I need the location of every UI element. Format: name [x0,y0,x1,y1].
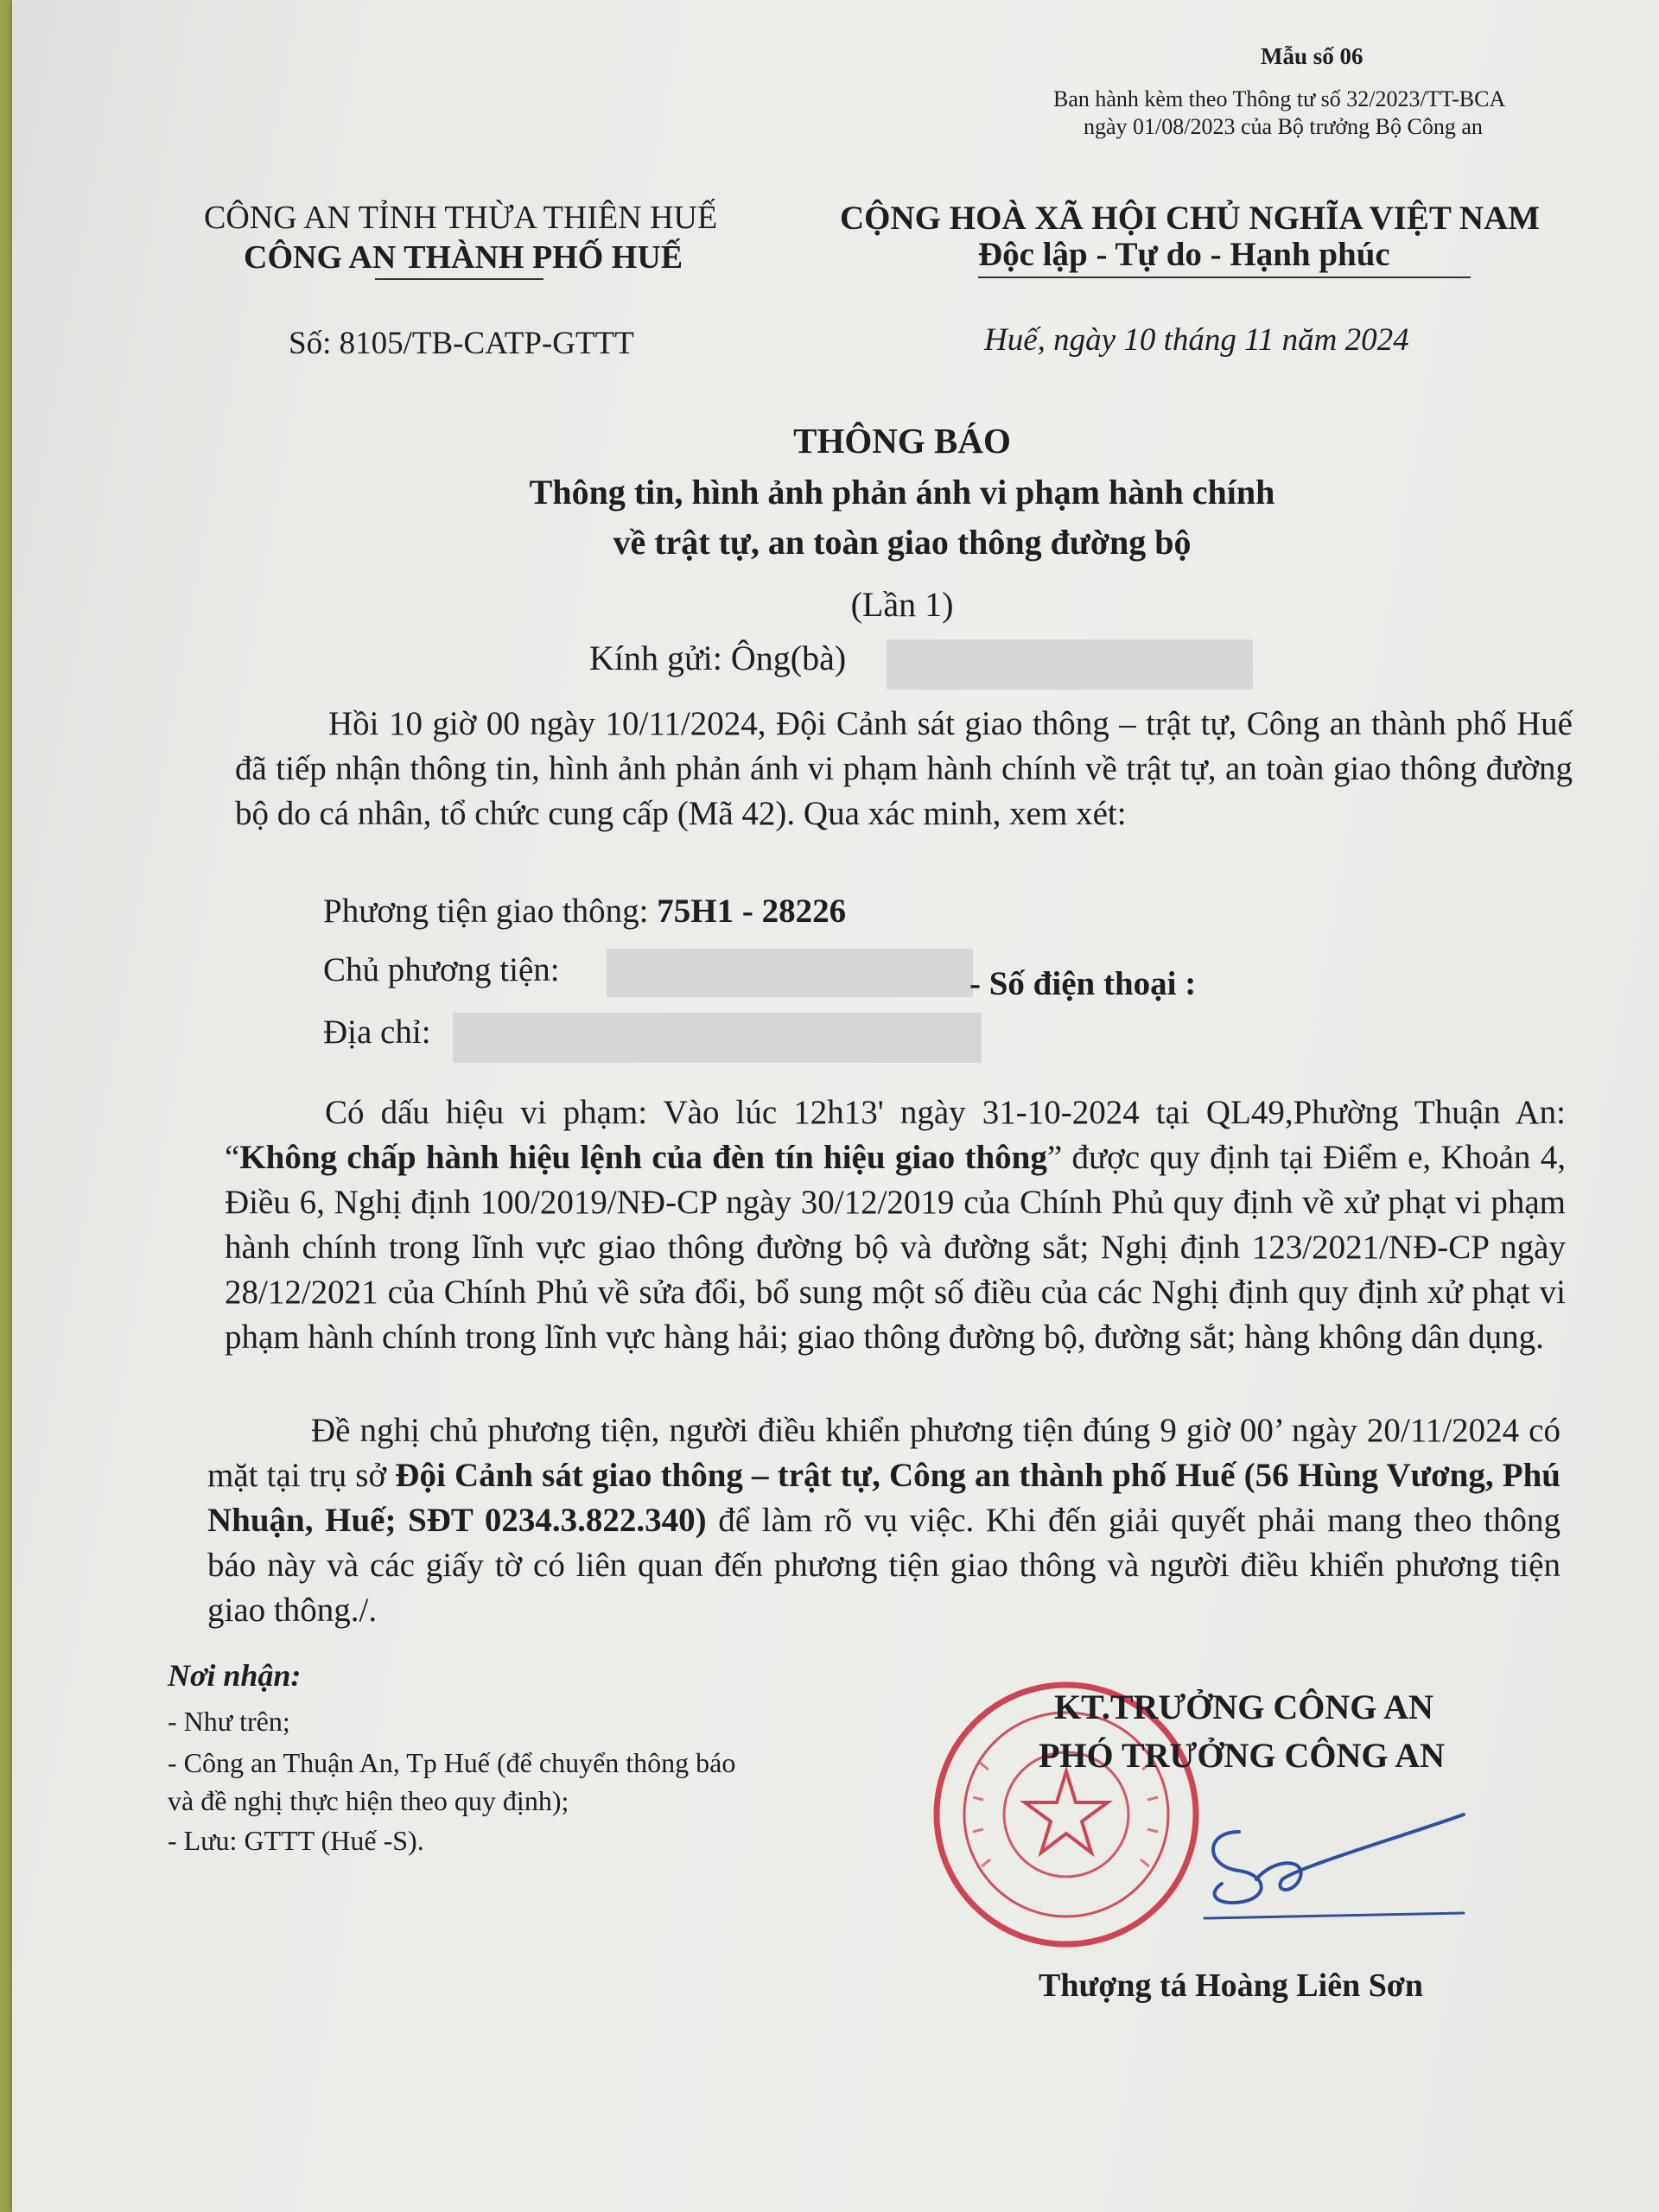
document-number: Số: 8105/TB-CATP-GTTT [289,326,634,361]
redacted-recipient-name [887,639,1253,690]
recipient-label: Kính gửi: Ông(bà) [589,639,847,677]
recipients-line3: và đề nghị thực hiện theo quy định); [168,1785,569,1816]
redacted-owner-name [607,949,973,997]
org-parent: CÔNG AN TỈNH THỪA THIÊN HUẾ [204,200,718,236]
recipients-label: Nơi nhận: [168,1658,302,1693]
violation-legal-basis: ” được quy định tại Điểm e, Khoản 4, Điều 6, Nghị định 100/2019/NĐ-CP ngày 30/12/2019 của Chính Phủ quy định về xử phạt vi phạm hành chính trong lĩnh vực giao thông đường bộ và đường sắt; Nghị định 123/2021/NĐ-CP ngày 28/12/2021 của Chính Phủ về sửa đổi, bổ sung một số điều của các Nghị định quy định xử phạt vi phạm hành chính trong lĩnh vực hàng hải; giao thông đường bộ, đường sắt; hàng không dân dụng. [225,1139,1566,1356]
handwritten-signature [1187,1797,1472,1936]
signature-title1: KT.TRƯỞNG CÔNG AN [1054,1688,1433,1726]
form-issue-line2: ngày 01/08/2023 của Bộ trưởng Bộ Công an [1084,114,1483,139]
owner-label: Chủ phương tiện: [323,951,560,988]
vehicle-plate: 75H1 - 28226 [657,893,847,930]
phone-label: - Số điện thoại : [969,965,1197,1002]
violation-name: Không chấp hành hiệu lệnh của đèn tín hiệu giao thông [239,1139,1047,1176]
form-issue-line1: Ban hành kèm theo Thông tư số 32/2023/TT-BCA [1053,86,1506,111]
vehicle-label: Phương tiện giao thông: [323,893,658,930]
notice-round: (Lần 1) [850,585,954,624]
address-label: Địa chỉ: [323,1014,431,1051]
subtitle-line1: Thông tin, hình ảnh phản ánh vi phạm hành chính [529,473,1275,512]
form-number: Mẫu số 06 [1261,43,1363,69]
recipients-line1: - Như trên; [168,1706,290,1737]
request-intro: Đề nghị chủ phương tiện, người điều khiển phương tiện đúng 9 giờ 00’ ngày 20/11/2024 có mặt tại trụ sở [207,1412,1560,1494]
country-name: CỘNG HOÀ XÃ HỘI CHỦ NGHĨA VIỆT NAM [840,200,1541,237]
redacted-address [453,1013,982,1063]
intro-paragraph: Hồi 10 giờ 00 ngày 10/11/2024, Đội Cảnh sát giao thông – trật tự, Công an thành phố Huế đã tiếp nhận thông tin, hình ảnh phản ánh vi phạm hành chính về trật tự, an toàn giao thông đường bộ do cá nhân, tổ chức cung cấp (Mã 42). Qua xác minh, xem xét: [235,705,1573,832]
signer-name: Thượng tá Hoàng Liên Sơn [1039,1967,1424,2004]
violation-intro: Có dấu hiệu vi phạm: Vào lúc 12h13' ngày 31-10-2024 tại QL49,Phường Thuận An: “ [225,1094,1566,1176]
vehicle-line [323,892,846,931]
org-name: CÔNG AN THÀNH PHỐ HUẾ [244,239,683,276]
document-page [12,0,1659,2212]
org-underline [375,278,543,280]
motto: Độc lập - Tự do - Hạnh phúc [978,236,1390,273]
motto-underline [978,276,1471,278]
recipients-line4: - Lưu: GTTT (Huế -S). [168,1825,424,1856]
page-title: THÔNG BÁO [793,421,1011,461]
request-place: Đội Cảnh sát giao thông – trật tự, Công an thành phố Huế (56 Hùng Vương, Phú Nhuận, Huế; SĐT 0234.3.822.340) [207,1457,1560,1539]
violation-paragraph [225,1090,1566,1360]
request-paragraph [207,1408,1560,1633]
signature-title2: PHÓ TRƯỞNG CÔNG AN [1039,1736,1446,1775]
subtitle-line2: về trật tự, an toàn giao thông đường bộ [613,523,1192,562]
recipients-line2: - Công an Thuận An, Tp Huế (để chuyển thông báo [168,1747,736,1778]
request-rest: để làm rõ vụ việc. Khi đến giải quyết phải mang theo thông báo này và các giấy tờ có liên quan đến phương tiện giao thông và người điều khiển phương tiện giao thông./. [207,1502,1560,1629]
place-date: Huế, ngày 10 tháng 11 năm 2024 [984,322,1409,358]
